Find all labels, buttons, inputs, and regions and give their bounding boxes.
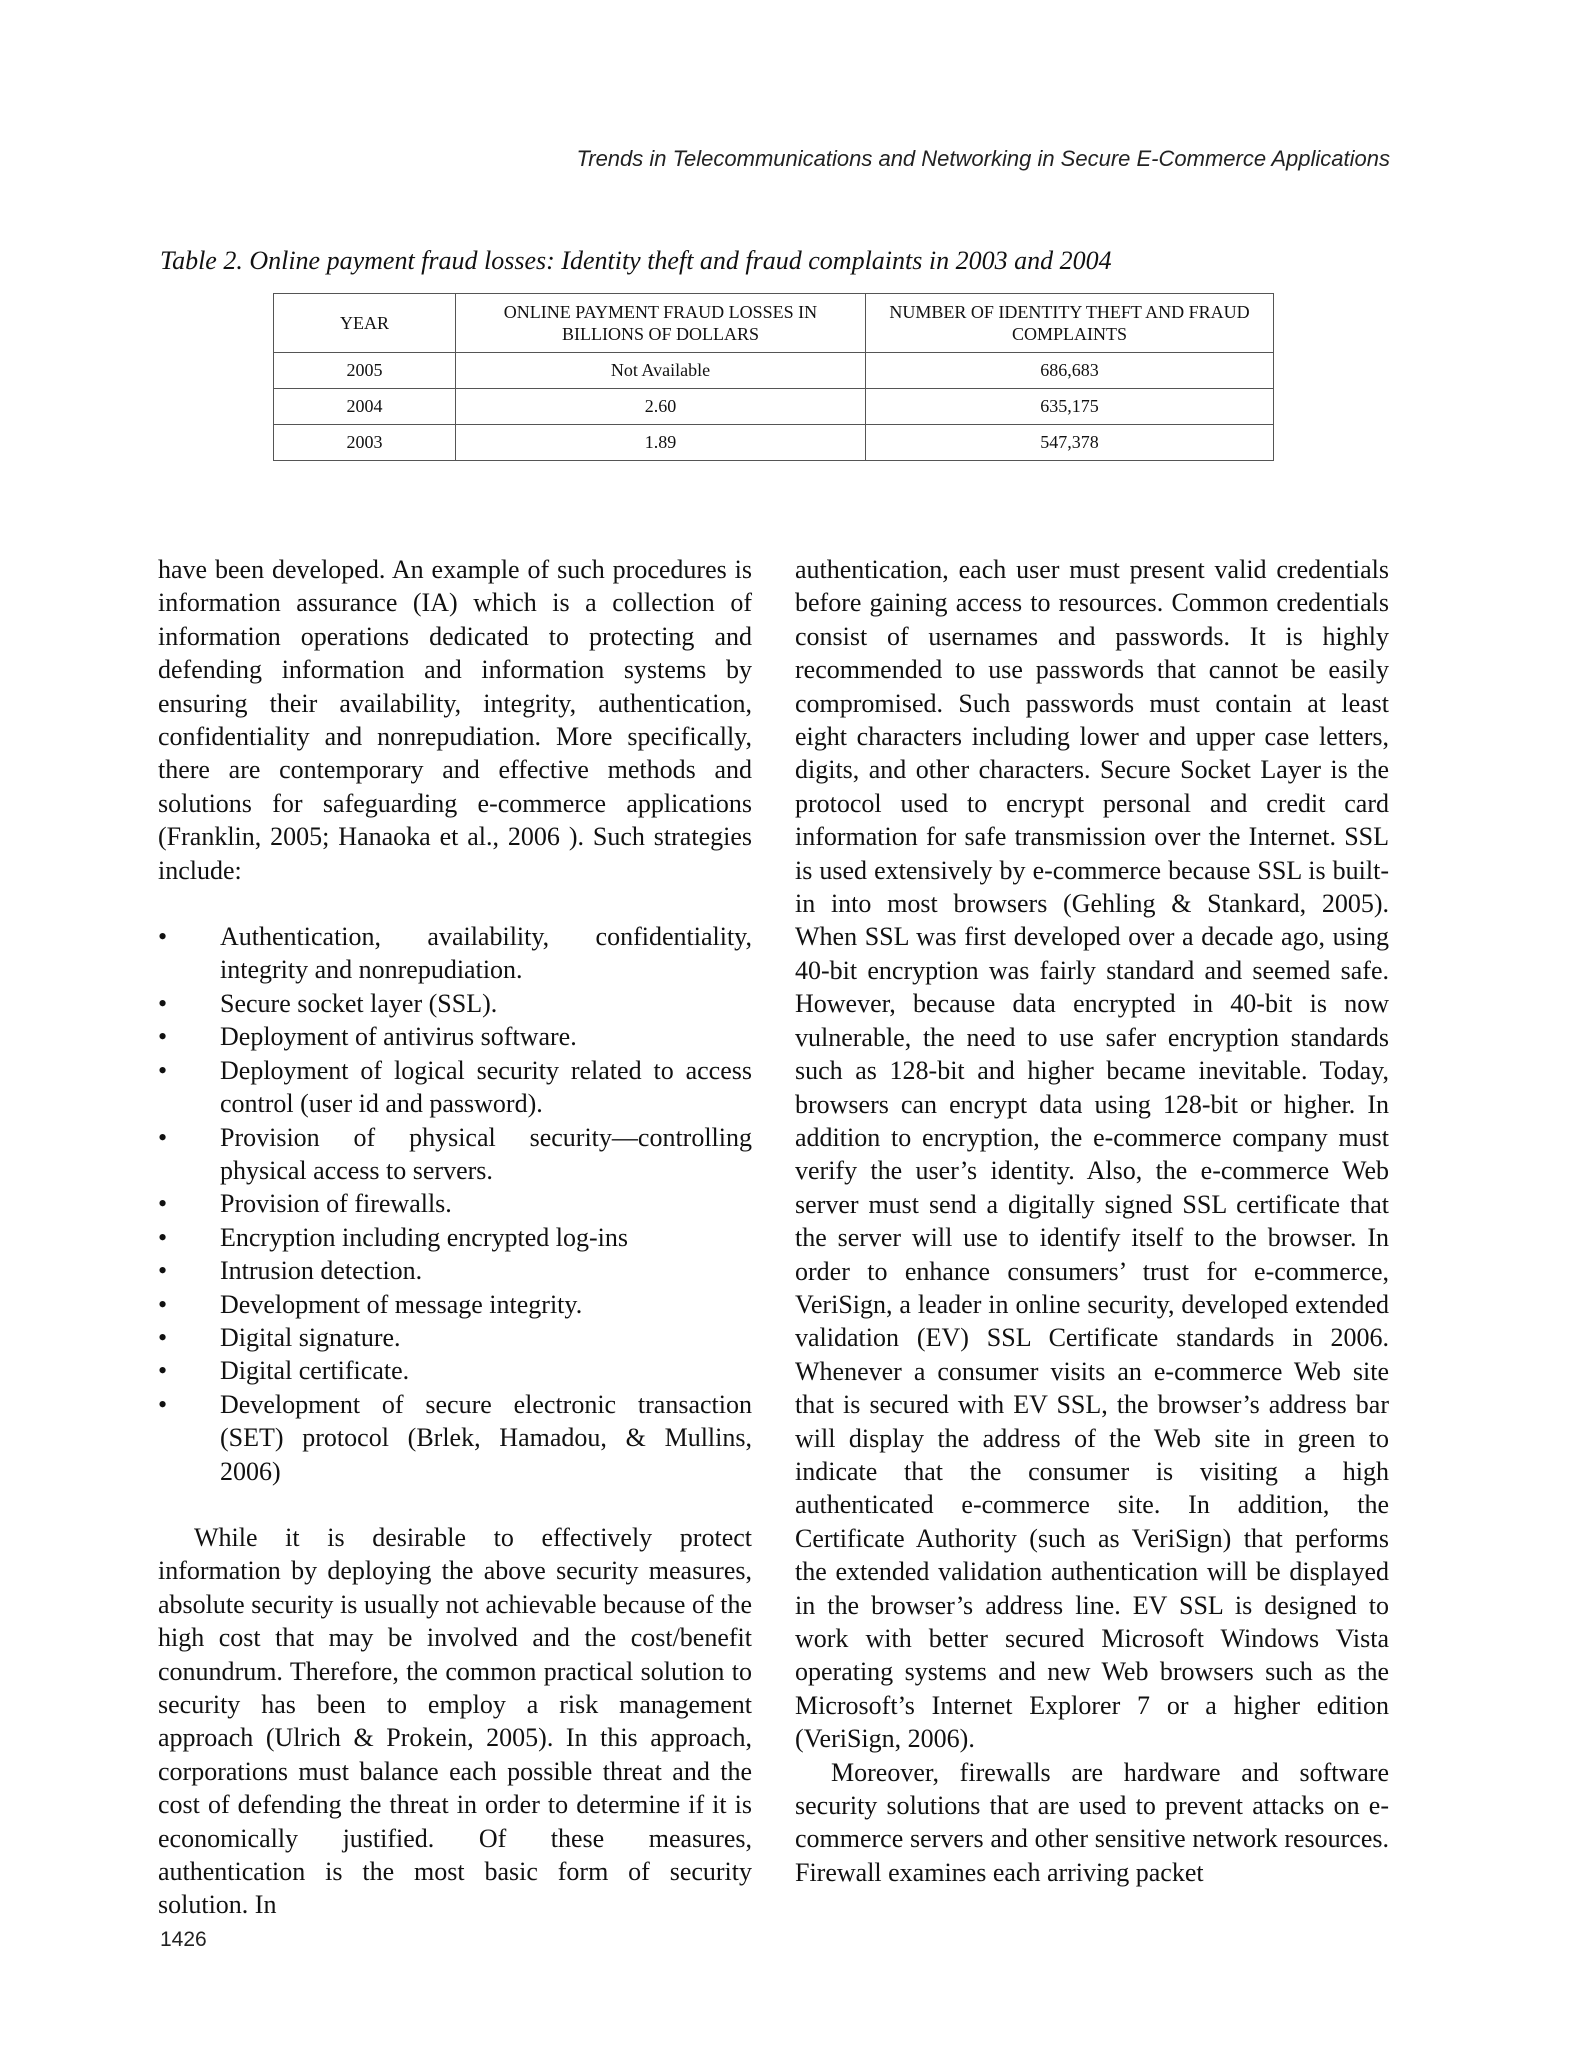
- list-item: [158, 1354, 752, 1387]
- list-item: [158, 1054, 752, 1121]
- header-complaints: NUMBER OF IDENTITY THEFT AND FRAUD COMPLAINTS: [866, 294, 1274, 353]
- table-row: [274, 353, 1274, 389]
- list-item: [158, 1288, 752, 1321]
- left-column: [158, 553, 752, 1922]
- list-item: [158, 920, 752, 987]
- cell-complaints: 686,683: [866, 353, 1274, 389]
- list-item: [158, 1221, 752, 1254]
- strategy-list: [158, 920, 752, 1488]
- list-item: [158, 1321, 752, 1354]
- list-item: [158, 1254, 752, 1287]
- left-paragraph-1: have been developed. An example of such procedures is information assurance (IA) which is a collection of information operations dedicated to protecting and defending information and information systems by ensuring their availability, integrity, authentication, confidentiality and nonrepudiation. More specifically, there are contemporary and effective methods and solutions for safeguarding e-commerce applications (Franklin, 2005; Hanaoka et al., 2006 ). Such strategies include:: [158, 555, 752, 885]
- page-number: 1426: [160, 1928, 207, 1951]
- list-item-text: Provision of physical security—controlling physical access to servers.: [220, 1122, 752, 1185]
- bullet-marker: •: [158, 1256, 168, 1286]
- table-caption: Table 2. Online payment fraud losses: Identity theft and fraud complaints in 2003 and 2004: [160, 246, 1112, 275]
- cell-fraud-losses: 1.89: [456, 425, 866, 461]
- cell-complaints: 547,378: [866, 425, 1274, 461]
- list-item-text: Deployment of antivirus software.: [220, 1022, 577, 1052]
- left-paragraph-2: While it is desirable to effectively protect information by deploying the above security measures, absolute security is usually not achievable because of the high cost that may be involved and the cost/benefit conundrum. Therefore, the common practical solution to security has been to employ a risk management approach (Ulrich & Prokein, 2005). In this approach, corporations must balance each possible threat and the cost of defending the threat in order to determine if it is economically justified. Of these measures, authentication is the most basic form of security solution. In: [158, 1522, 752, 1920]
- cell-year: 2004: [274, 389, 456, 425]
- right-column: [795, 553, 1389, 1889]
- list-item: [158, 1121, 752, 1188]
- fraud-losses-table: [273, 293, 1274, 461]
- bullet-marker: •: [158, 1022, 168, 1052]
- cell-fraud-losses: Not Available: [456, 353, 866, 389]
- bullet-marker: •: [158, 988, 168, 1018]
- list-item-text: Encryption including encrypted log-ins: [220, 1222, 628, 1252]
- bullet-marker: •: [158, 1055, 168, 1085]
- list-item-text: Deployment of logical security related to access control (user id and password).: [220, 1055, 752, 1119]
- cell-year: 2005: [274, 353, 456, 389]
- bullet-marker: •: [158, 1189, 168, 1219]
- table-row: [274, 425, 1274, 461]
- bullet-marker: •: [158, 1122, 168, 1152]
- running-head: Trends in Telecommunications and Networking in Secure E-Commerce Applications: [576, 146, 1390, 171]
- bullet-marker: •: [158, 1389, 168, 1419]
- list-item-text: Authentication, availability, confidentiality, integrity and nonrepudiation.: [220, 922, 752, 985]
- list-item: [158, 1020, 752, 1053]
- list-item: [158, 1187, 752, 1220]
- right-paragraph-2: Moreover, firewalls are hardware and software security solutions that are used to prevent attacks on e-commerce servers and other sensitive network resources. Firewall examines each arriving packet: [795, 1757, 1389, 1887]
- list-item-text: Digital signature.: [220, 1322, 401, 1352]
- cell-fraud-losses: 2.60: [456, 389, 866, 425]
- table-row: [274, 389, 1274, 425]
- bullet-marker: •: [158, 1289, 168, 1319]
- list-item-text: Intrusion detection.: [220, 1256, 423, 1286]
- bullet-marker: •: [158, 1322, 168, 1352]
- table-header-row: [274, 294, 1274, 353]
- list-item-text: Provision of firewalls.: [220, 1189, 452, 1219]
- right-paragraph-1: authentication, each user must present valid credentials before gaining access to resources. Common credentials consist of usernames and passwords. It is highly recommended to use passwords that cannot be easily compromised. Such passwords must contain at least eight characters including lower and upper case letters, digits, and other characters. Secure Socket Layer is the protocol used to encrypt personal and credit card information for safe transmission over the Internet. SSL is used extensively by e-commerce because SSL is built-in into most browsers (Gehling & Stankard, 2005). When SSL was first developed over a decade ago, using 40-bit encryption was fairly standard and seemed safe. However, because data encrypted in 40-bit is now vulnerable, the need to use safer encryption standards such as 128-bit and higher became inevitable. Today, browsers can encrypt data using 128-bit or higher. In addition to encryption, the e-commerce company must verify the user’s identity. Also, the e-commerce Web server must send a digitally signed SSL certificate that the server will use to identify itself to the browser. In order to enhance consumers’ trust for e-commerce, VeriSign, a leader in online security, developed extended validation (EV) SSL Certificate standards in 2006. Whenever a consumer visits an e-commerce Web site that is secured with EV SSL, the browser’s address bar will display the address of the Web site in green to indicate that the consumer is visiting a high authenticated e-commerce site. In addition, the Certificate Authority (such as VeriSign) that performs the extended validation authentication will be displayed in the browser’s address line. EV SSL is designed to work with better secured Microsoft Windows Vista operating systems and new Web browsers such as the Microsoft’s Internet Explorer 7 or a higher edition (VeriSign, 2006).: [795, 555, 1389, 1754]
- list-item: [158, 987, 752, 1020]
- list-item-text: Secure socket layer (SSL).: [220, 988, 498, 1018]
- header-year: YEAR: [274, 294, 456, 353]
- list-item-text: Digital certificate.: [220, 1356, 410, 1386]
- bullet-marker: •: [158, 1356, 168, 1386]
- list-item: [158, 1388, 752, 1488]
- list-item-text: Development of message integrity.: [220, 1289, 583, 1319]
- header-fraud-losses: ONLINE PAYMENT FRAUD LOSSES IN BILLIONS OF DOLLARS: [456, 294, 866, 353]
- bullet-marker: •: [158, 1222, 168, 1252]
- cell-complaints: 635,175: [866, 389, 1274, 425]
- cell-year: 2003: [274, 425, 456, 461]
- bullet-marker: •: [158, 922, 168, 952]
- list-item-text: Development of secure electronic transaction (SET) protocol (Brlek, Hamadou, & Mullins, 2006): [220, 1389, 752, 1486]
